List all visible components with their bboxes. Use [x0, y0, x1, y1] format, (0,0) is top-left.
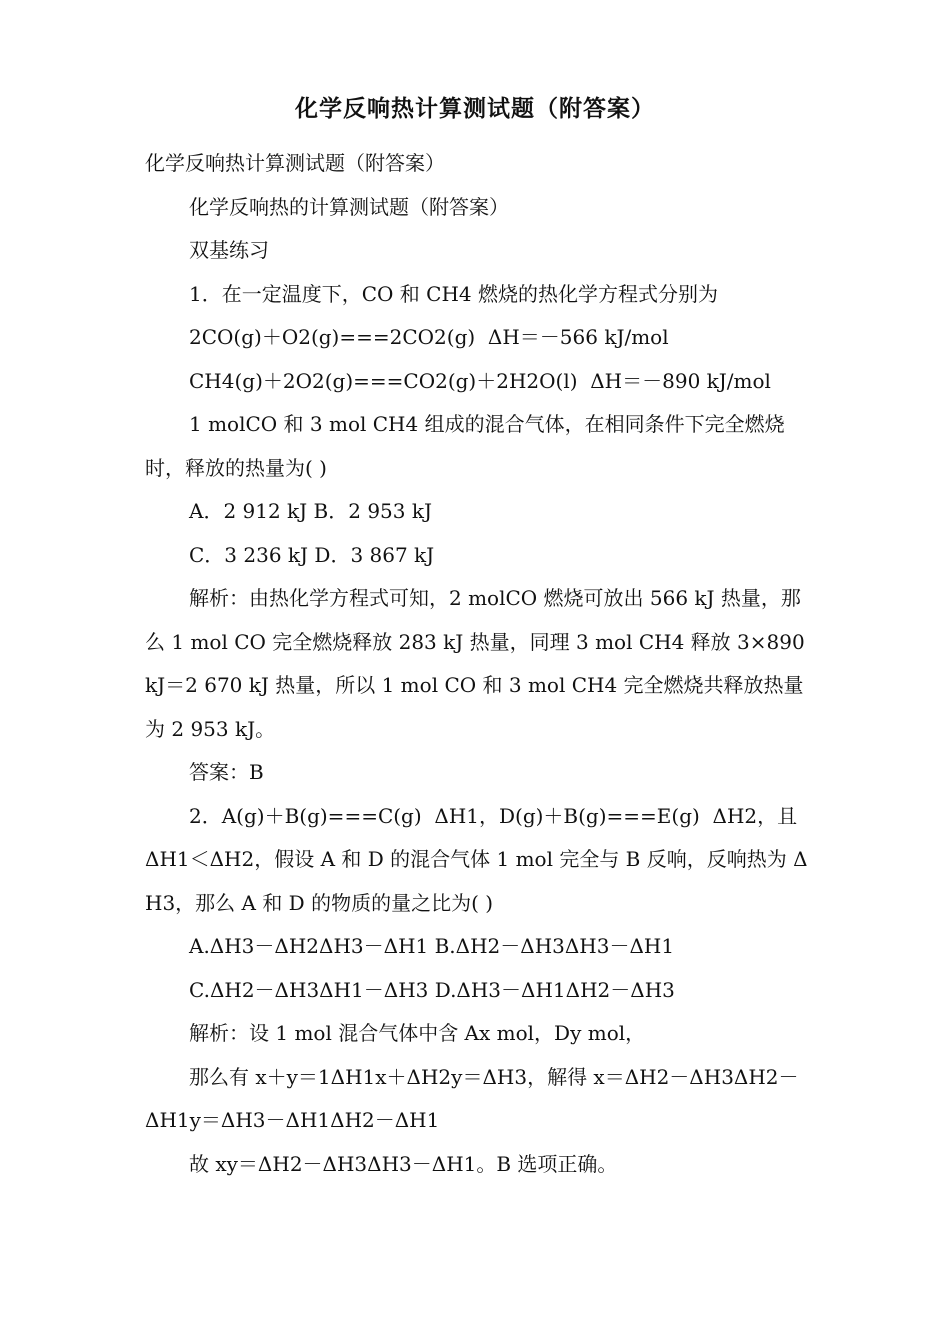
question-2-options-ab: A.ΔH3－ΔH2ΔH3－ΔH1 B.ΔH2－ΔH3ΔH3－ΔH1 [189, 934, 675, 958]
question-2-stem: 2．A(g)＋B(g)===C(g) ΔH1，D(g)＋B(g)===E(g) ΔH2，且ΔH1＜ΔH2，假设 A 和 D 的混合气体 1 mol 完全与 B 反响，反响热为 ΔH3，那么 A 和 D 的物质的量之比为( ) [145, 803, 808, 915]
paragraph: 化学反响热计算测试题（附答案） [145, 151, 445, 175]
question-2-conclusion: 故 xy＝ΔH2－ΔH3ΔH3－ΔH1。B 选项正确。 [189, 1151, 618, 1176]
equation: 2CO(g)＋O2(g)===2CO2(g) ΔH＝－566 kJ/mol [189, 325, 669, 349]
question-1-prompt: 1 molCO 和 3 mol CH4 组成的混合气体，在相同条件下完全燃烧时，释放的热量为( ) [145, 412, 785, 480]
document-body [145, 142, 810, 1186]
section-heading: 双基练习 [189, 238, 269, 262]
equation: CH4(g)＋2O2(g)===CO2(g)＋2H2O(l) ΔH＝－890 kJ/mol [189, 368, 771, 393]
question-1-options-ab: A．2 912 kJ B．2 953 kJ [189, 499, 432, 523]
question-2-options-cd: C.ΔH2－ΔH3ΔH1－ΔH3 D.ΔH3－ΔH1ΔH2－ΔH3 [189, 977, 675, 1002]
question-2-analysis: 解析：设 1 mol 混合气体中含 Ax mol，Dy mol， [189, 1021, 646, 1045]
document-title: 化学反响热计算测试题（附答案） [295, 95, 655, 122]
question-1-analysis: 解析：由热化学方程式可知，2 molCO 燃烧可放出 566 kJ 热量，那么 1 mol CO 完全燃烧释放 283 kJ 热量，同理 3 mol CH4 释放 3×890 kJ＝2 670 kJ 热量，所以 1 mol CO 和 3 mol CH4 完全燃烧共释放热量为 2 953 kJ。 [145, 586, 812, 741]
question-1-options-cd: C．3 236 kJ D．3 867 kJ [189, 542, 435, 567]
question-2-analysis-cont: 那么有 x＋y＝1ΔH1x＋ΔH2y＝ΔH3，解得 x＝ΔH2－ΔH3ΔH2－ΔH1y＝ΔH3－ΔH1ΔH2－ΔH1 [145, 1064, 799, 1132]
paragraph: 化学反响热的计算测试题（附答案） [189, 194, 509, 219]
question-1-answer: 答案：B [189, 760, 264, 784]
question-1-stem: 1．在一定温度下，CO 和 CH4 燃烧的热化学方程式分别为 [189, 281, 718, 306]
